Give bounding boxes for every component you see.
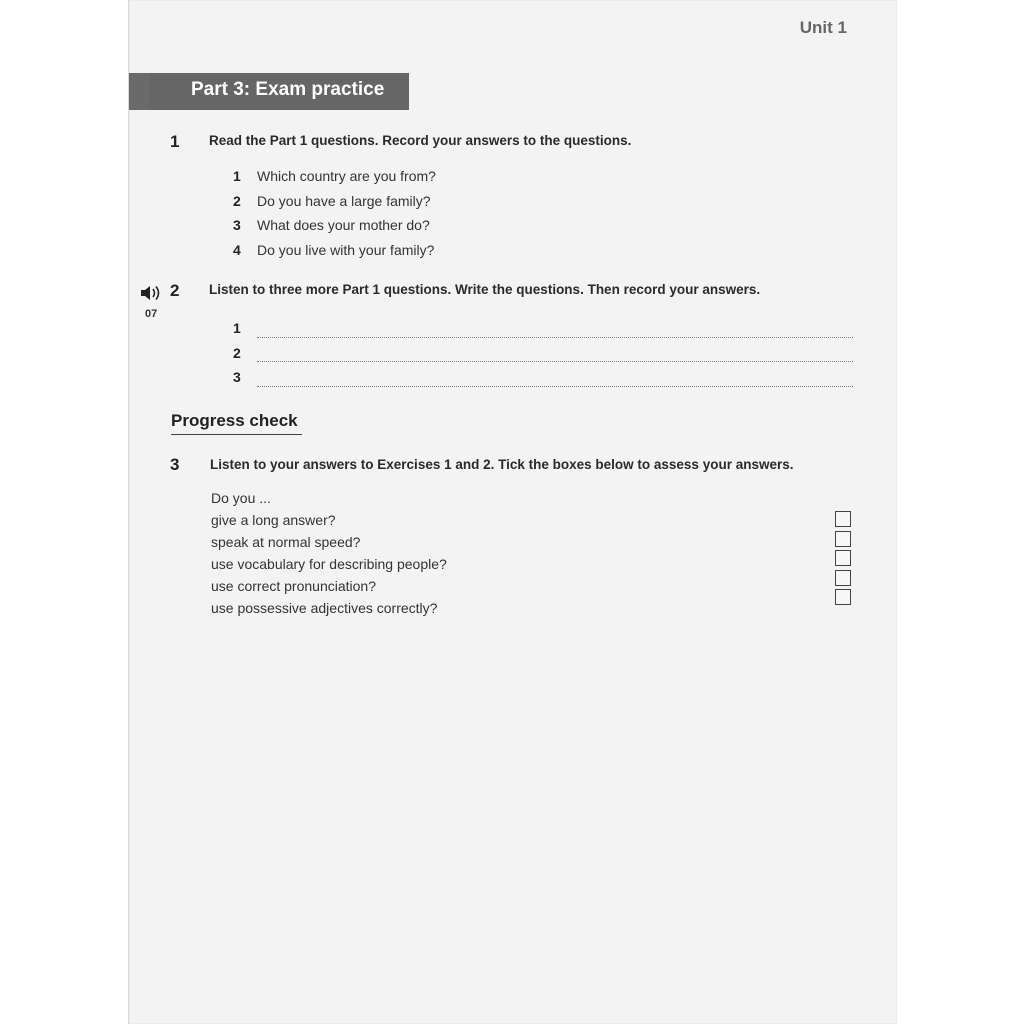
- list-item: use vocabulary for describing people?: [211, 556, 447, 572]
- audio-track-number: 07: [145, 308, 158, 320]
- tick-box[interactable]: [835, 550, 851, 566]
- list-item: [233, 242, 436, 267]
- question-number: 2: [233, 192, 241, 209]
- audio-speaker-icon[interactable]: [139, 283, 165, 303]
- line-number: 2: [233, 344, 241, 361]
- section-banner: [129, 73, 409, 110]
- section-title: Part 3: Exam practice: [191, 79, 385, 100]
- self-assessment-list: [211, 490, 447, 622]
- question-text: Do you live with your family?: [257, 241, 435, 258]
- tick-box-column: [835, 511, 851, 609]
- progress-check-heading: Progress check: [171, 411, 302, 435]
- dotted-line: [257, 325, 853, 338]
- question-number: 1: [233, 168, 241, 184]
- tick-box[interactable]: [835, 570, 851, 586]
- question-number: 4: [233, 241, 241, 258]
- exercise-1-question-list: [233, 168, 436, 266]
- question-text: Do you have a large family?: [257, 192, 431, 209]
- tick-box[interactable]: [835, 511, 851, 527]
- dotted-line: [257, 374, 853, 387]
- list-item: [233, 193, 436, 218]
- tick-box[interactable]: [835, 531, 851, 547]
- answer-line[interactable]: [233, 365, 853, 390]
- answer-line[interactable]: [233, 316, 853, 341]
- checklist-intro: Do you ...: [211, 490, 271, 506]
- exercise-3-number: 3: [170, 455, 180, 474]
- question-text: Which country are you from?: [257, 168, 436, 184]
- tick-box[interactable]: [835, 589, 851, 605]
- workbook-page: [128, 0, 897, 1024]
- answer-line[interactable]: [233, 341, 853, 366]
- unit-label: Unit 1: [799, 18, 847, 37]
- list-item: speak at normal speed?: [211, 534, 361, 550]
- question-text: What does your mother do?: [257, 217, 430, 233]
- list-item: use possessive adjectives correctly?: [211, 600, 438, 616]
- answer-lines: [233, 316, 853, 390]
- exercise-2-number: 2: [170, 281, 180, 300]
- line-number: 1: [233, 320, 241, 337]
- list-item: [233, 217, 436, 242]
- question-number: 3: [233, 217, 241, 233]
- dotted-line: [257, 349, 853, 362]
- exercise-2-instruction: Listen to three more Part 1 questions. Write the questions. Then record your answers.: [209, 282, 761, 297]
- list-item: use correct pronunciation?: [211, 578, 376, 594]
- list-item: [233, 168, 436, 193]
- exercise-1-instruction: Read the Part 1 questions. Record your answers to the questions.: [209, 133, 632, 148]
- exercise-3-instruction: Listen to your answers to Exercises 1 and 2. Tick the boxes below to assess your answers.: [210, 457, 794, 472]
- list-item: give a long answer?: [211, 512, 336, 528]
- exercise-1-number: 1: [170, 132, 180, 151]
- line-number: 3: [233, 369, 241, 386]
